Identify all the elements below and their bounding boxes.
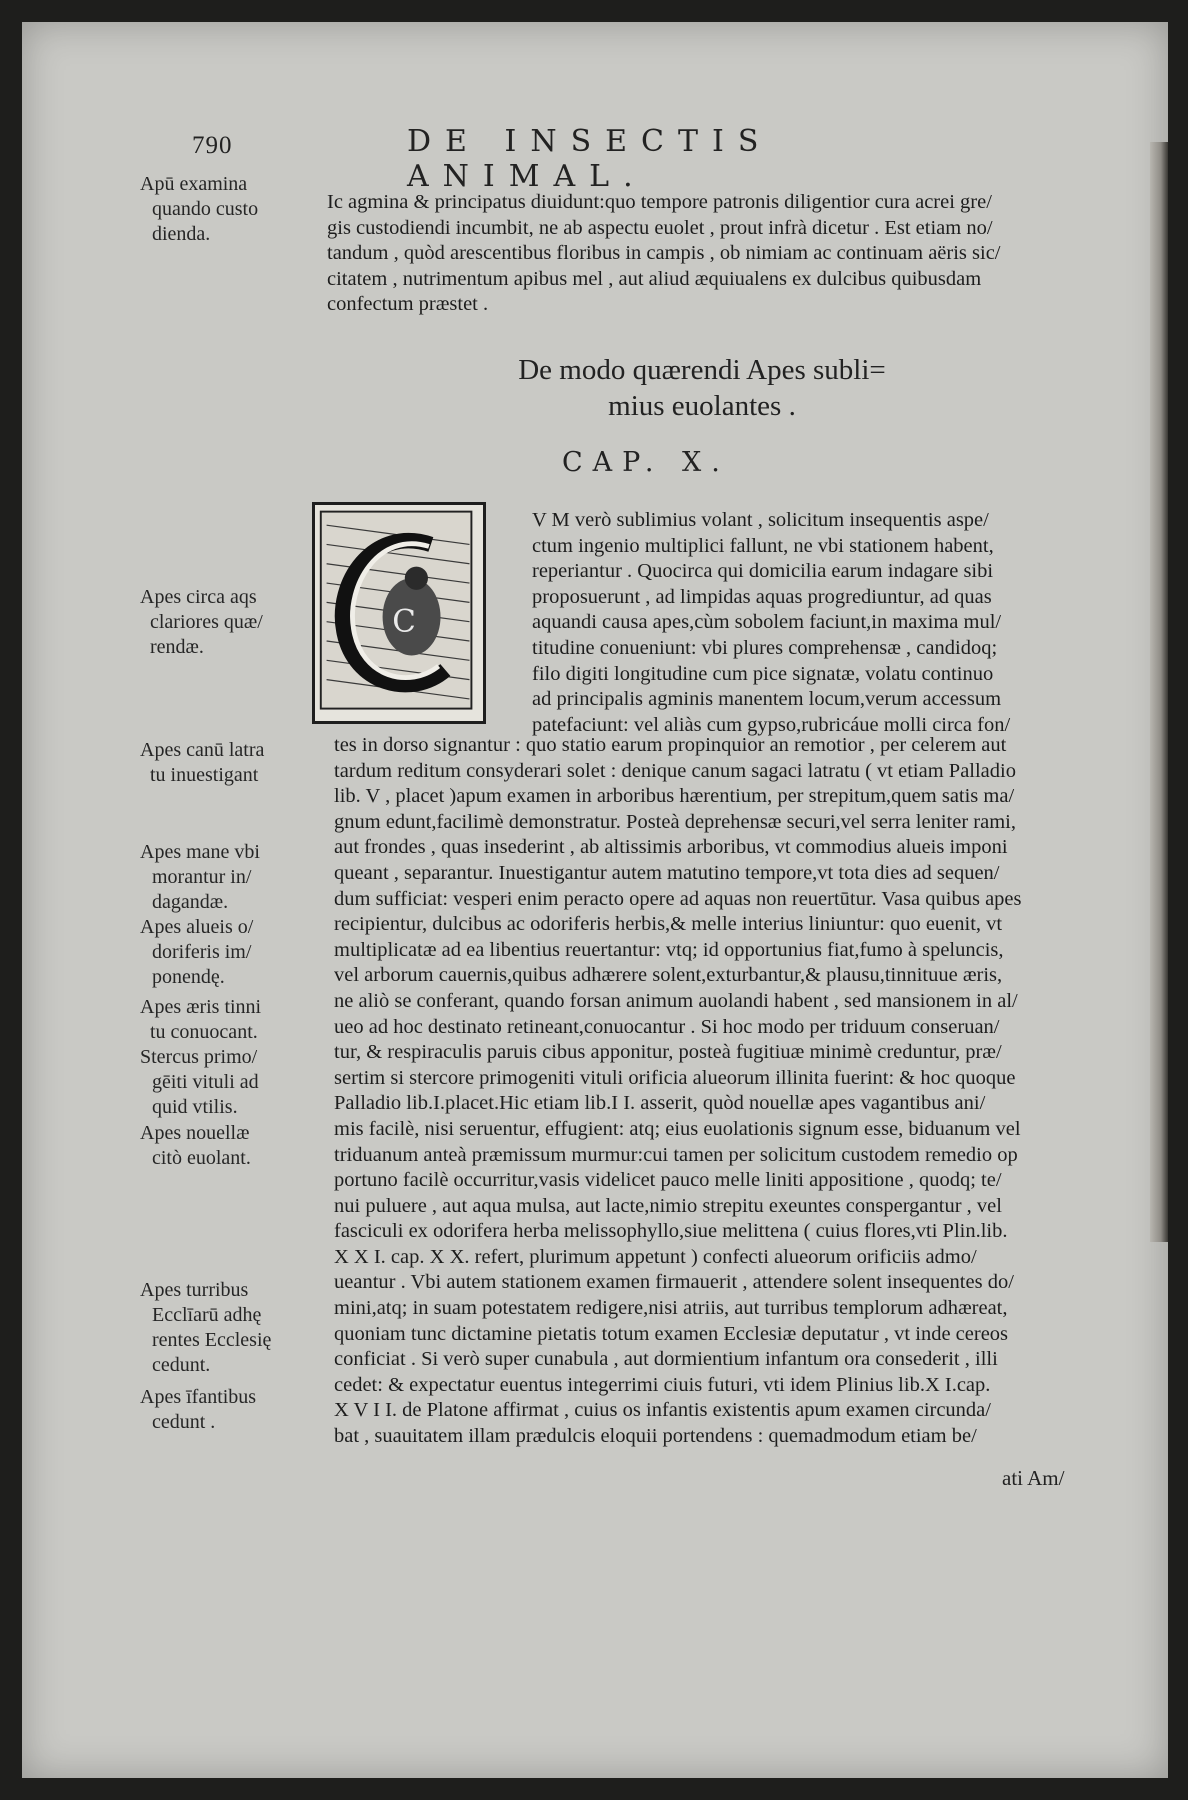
chapter-label: CAP. X. <box>562 447 730 478</box>
sidenote-line: dagandæ. <box>152 891 229 913</box>
sidenote-line: cedunt . <box>152 1411 216 1433</box>
woodcut-initial-icon <box>315 505 483 721</box>
initial-letter: C <box>392 603 416 640</box>
text-line: reperiantur . Quocirca qui domicilia earum indagare sibi <box>532 560 994 583</box>
sidenote <box>140 738 320 788</box>
sidenote <box>140 915 320 990</box>
text-line: quoniam tunc dictamine pietatis totum examen Ecclesiæ deputatur , vt inde cereos <box>334 1322 1009 1345</box>
text-line: X X I. cap. X X. refert, plurimum appetunt ) confecti alueorum orificiis admo/ <box>334 1245 977 1268</box>
opening-paragraph <box>327 190 1167 318</box>
sidenote-line: clariores quæ/ <box>150 611 263 633</box>
decorated-initial <box>312 502 486 724</box>
sidenote-line: Apū examina <box>140 173 248 195</box>
text-line: portuno facilè occurritur,vasis videlicet pauco melle liniti appositione , quodq; te/ <box>334 1169 1002 1192</box>
catchword: ati Am/ <box>1002 1466 1065 1490</box>
sidenote-line: dienda. <box>152 223 211 245</box>
sidenote-line: Stercus primo/ <box>140 1046 258 1068</box>
text-line: sertim si stercore primogeniti vituli orificia alueorum illinita fuerint: & hoc quoque <box>334 1066 1016 1089</box>
text-line: gnum edunt,facilimè demonstratur. Posteà deprehensæ securi,vel serra leniter rami, <box>334 810 1016 833</box>
text-line: proposuerunt , ad limpidas aquas progrediuntur, ad quas <box>532 585 992 608</box>
text-line: Ic agmina & principatus diuidunt:quo tempore patronis diligentior cura acrei gre/ <box>327 191 992 213</box>
text-line: V M verò sublimius volant , solicitum insequentis aspe/ <box>532 509 989 531</box>
text-line: Palladio lib.I.placet.Hic etiam lib.I I. asserit, quòd nouellæ apes vagantibus ani/ <box>334 1092 986 1115</box>
text-line: mini,atq; in suam potestatem redigere,nisi atriis, aut turribus templorum adhæreat, <box>334 1297 1008 1320</box>
initial-paragraph <box>532 508 1132 738</box>
text-line: confectum præstet . <box>327 293 489 316</box>
text-line: triduanum anteà præmissum murmur:cui tamen per solicitum custodem remedio op <box>334 1143 1018 1166</box>
text-line: filo digiti longitudine cum pice signatæ, volatu continuo <box>532 662 994 685</box>
sidenote-line: rendæ. <box>150 636 204 658</box>
text-line: citatem , nutrimentum apibus mel , aut aliud æquiualens ex dulcibus quibusdam <box>327 267 982 290</box>
sidenote-line: Apes īfantibus <box>140 1386 257 1408</box>
text-line: aut frondes , quas insederint , ab altissimis arboribus, vt commodius alueis imponi <box>334 836 1008 859</box>
sidenote-line: Apes turribus <box>140 1279 249 1301</box>
text-line: multiplicatæ ad ea libentius reuertantur: vtq; id opportunius fiat,fumo à speluncis, <box>334 938 1004 961</box>
sidenote-line: morantur in/ <box>152 866 252 888</box>
text-line: queant , separantur. Inuestigantur autem matutino tempore,vt tota dies ad sequen/ <box>334 861 1000 884</box>
sidenote-line: Apes æris tinni <box>140 996 262 1018</box>
sidenote-line: Apes alueis o/ <box>140 916 254 938</box>
text-line: ueantur . Vbi autem stationem examen firmauerit , attendere solent insequentes do/ <box>334 1271 1014 1294</box>
sidenote-line: quando custo <box>152 198 259 220</box>
book-page <box>22 22 1168 1778</box>
sidenote-line: Apes mane vbi <box>140 841 260 863</box>
sidenote-line: Ecclīarū adhę <box>152 1304 262 1326</box>
page-header <box>192 120 1022 194</box>
text-line: cedet: & expectatur euentus integerrimi ciuis futuri, vti idem Plinius lib.X I.cap. <box>334 1373 991 1396</box>
text-line: tes in dorso signantur : quo statio earum propinquior an remotior , per celerem aut <box>334 734 1007 756</box>
text-line: tandum , quòd arescentibus floribus in campis , ob nimiam ac continuam aëris sic/ <box>327 242 1001 265</box>
body-paragraph <box>334 733 1168 1450</box>
text-line: titudine conueniunt: vbi plures comprehensæ , candidoq; <box>532 636 998 659</box>
text-line: lib. V , placet )apum examen in arboribus hærentium, per strepitum,quem satis ma/ <box>334 785 1015 808</box>
sidenote-line: Apes nouellæ <box>140 1122 250 1144</box>
text-line: aquandi causa apes,cùm sobolem faciunt,in maxima mul/ <box>532 611 1002 634</box>
text-line: ctum ingenio multiplici fallunt, ne vbi stationem habent, <box>532 534 994 557</box>
chapter-title-line: mius euolantes . <box>608 390 796 422</box>
sidenote <box>140 1385 320 1435</box>
text-line: dum sufficiat: vesperi enim peracto opere ad aquas non reuertūtur. Vasa quibus apes <box>334 887 1022 910</box>
text-line: ueo ad hoc destinato retineant,conuocantur . Si hoc modo per triduum conseruan/ <box>334 1015 1000 1038</box>
sidenote-line: doriferis im/ <box>152 941 252 963</box>
chapter-title-line: De modo quærendi Apes subli= <box>518 354 886 386</box>
sidenote-line: tu conuocant. <box>150 1021 258 1043</box>
sidenote-line: Apes circa aqs <box>140 586 257 608</box>
text-line: patefaciunt: vel aliàs cum gypso,rubricáue molli circa fon/ <box>532 713 1011 736</box>
sidenote-line: citò euolant. <box>152 1147 251 1169</box>
text-line: fasciculi ex odorifera herba melissophyllo,siue melittena ( cuius flores,vti Plin.lib. <box>334 1220 1008 1243</box>
sidenote-line: ponendę. <box>152 966 225 988</box>
text-line: mis facilè, nisi seruentur, effugient: atq; eius euolationis signum esse, biduanum vel <box>334 1117 1021 1140</box>
text-line: X V I I. de Platone affirmat , cuius os infantis existentis apum examen circunda/ <box>334 1399 991 1422</box>
sidenote <box>140 1278 320 1378</box>
text-line: nui puluere , aut aqua mulsa, aut lacte,nimio strepitu exeuntes conspergantur , vel <box>334 1194 1002 1217</box>
running-head: DE INSECTIS ANIMAL. <box>407 124 773 194</box>
sidenote <box>140 585 320 660</box>
text-line: gis custodiendi incumbit, ne ab aspectu euolet , prout infrà dicetur . Est etiam no/ <box>327 216 993 239</box>
sidenote-line: gēiti vituli ad <box>152 1071 259 1093</box>
page-number: 790 <box>192 132 233 159</box>
sidenote <box>140 840 320 915</box>
sidenote <box>140 1121 320 1171</box>
sidenote-line: quid vtilis. <box>152 1096 238 1118</box>
sidenote-line: cedunt. <box>152 1354 211 1376</box>
chapter-title <box>442 352 962 424</box>
text-line: vel arborum cauernis,quibus adhærere solent,exturbantur,& plausu,tinnituue æris, <box>334 964 1003 987</box>
text-line: tur, & respiraculis paruis cibus apponitur, posteà fugitiuæ minimè creduntur, præ/ <box>334 1041 1002 1064</box>
text-line: conficiat . Si verò super cunabula , aut dormientium infantum ora consederit , illi <box>334 1348 998 1371</box>
text-line: ne aliò se conferant, quando forsan animum auolandi habent , sed mansionem in al/ <box>334 989 1018 1012</box>
text-line: bat , suauitatem illam prædulcis eloquii portendens : quemadmodum etiam be/ <box>334 1425 977 1448</box>
sidenote <box>140 995 320 1045</box>
text-line: tardum reditum consyderari solet : denique canum sagaci latratu ( vt etiam Palladio <box>334 759 1016 782</box>
sidenote-line: tu inuestigant <box>150 764 259 786</box>
sidenote <box>140 172 320 247</box>
sidenote-line: Apes canū latra <box>140 739 265 761</box>
sidenote <box>140 1045 320 1120</box>
sidenote-line: rentes Ecclesię <box>152 1329 272 1351</box>
text-line: recipientur, dulcibus ac odoriferis herbis,& melle interius liniuntur: quo euenit, vt <box>334 913 1003 936</box>
text-line: ad principalis agminis manentem locum,verum accessum <box>532 688 1002 711</box>
